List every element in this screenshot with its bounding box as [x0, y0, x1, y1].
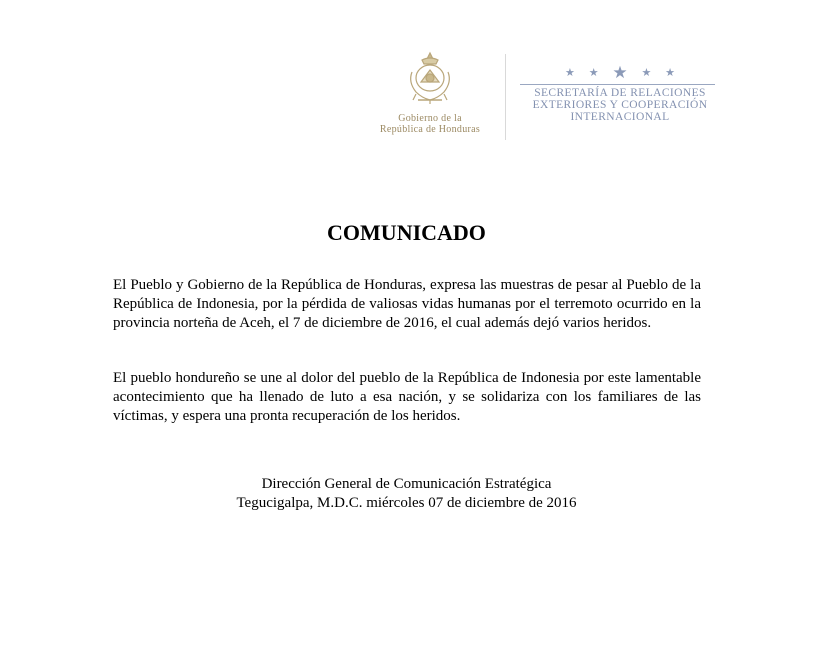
star-icon: ★: [641, 66, 652, 79]
signature-block: [0, 475, 813, 513]
sre-logo-text: [520, 87, 720, 123]
document-title: COMUNICADO: [327, 220, 486, 245]
honduras-coat-of-arms-icon: [404, 50, 456, 106]
signature-department: Dirección General de Comunicación Estratégica: [261, 476, 552, 492]
star-icon: ★: [588, 66, 599, 79]
sre-logo-rule: [520, 84, 715, 85]
star-icon: ★: [665, 66, 675, 79]
sre-line2: EXTERIORES Y COOPERACIÓN: [532, 99, 708, 111]
letterhead: [360, 48, 720, 148]
sre-line3: INTERNACIONAL: [570, 111, 670, 123]
government-logo-text: [360, 113, 500, 135]
paragraph-condolences: El Pueblo y Gobierno de la República de Honduras, expresa las muestras de pesar al Pueblo de la República de Indonesia, por la pérdida de valiosas vidas humanas por el terremoto ocurrido en la provincia norteña de Aceh, el 7 de diciembre de 2016, el cual además dejó varios heridos.: [113, 277, 701, 331]
gov-logo-line1: Gobierno de la: [398, 113, 462, 124]
sre-line1: SECRETARÍA DE RELACIONES: [534, 87, 706, 99]
star-icon: ★: [612, 63, 628, 82]
gov-logo-line2: República de Honduras: [379, 124, 481, 135]
star-row: [565, 64, 675, 81]
paragraph-solidarity: El pueblo hondureño se une al dolor del pueblo de la República de Indonesia por este lamentable acontecimiento que ha llenado de luto a esa nación, y se solidariza con los familiares de las víctimas, y espera una pronta recuperación de los heridos.: [113, 370, 701, 424]
star-icon: ★: [565, 66, 575, 79]
signature-place-date: Tegucigalpa, M.D.C. miércoles 07 de diciembre de 2016: [236, 495, 577, 511]
logo-divider: [505, 54, 506, 140]
